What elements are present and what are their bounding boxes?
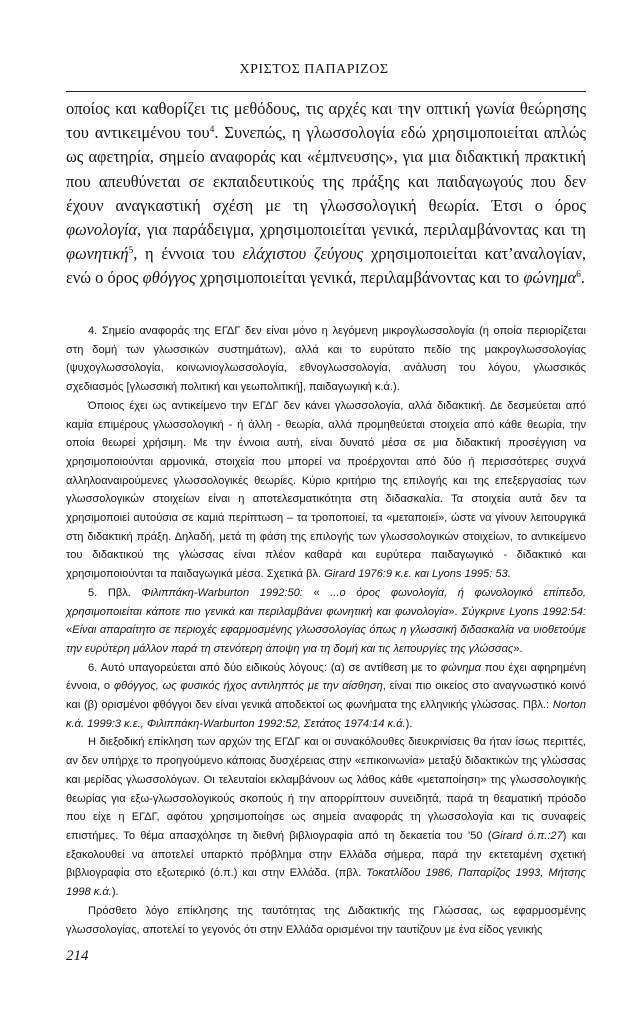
header-rule <box>66 91 586 92</box>
footnotes <box>66 322 586 939</box>
term-phonetics: φωνητική <box>66 244 129 264</box>
main-text: χρησιμοποιείται κατ’αναλογίαν, ενώ ο όρος <box>66 244 587 288</box>
footnote-ref-5: 5 <box>128 246 134 257</box>
footnote-5: 5. Πβλ. Φιλιππάκη-Warburton 1992:50: « ...ο όρος φωνολογία, ή φωνολογικό επίπεδο, χρησιμοποιείται κάποτε πιο γενικά και περιλαμβάνει φωνητική και φωνολογία». Σύγκρινε Lyons 1992:54: «Είναι απαραίτητο σε περιοχές εφαρμοσμένης γλωσσολογίας όπως η γλωσσική διδασκαλία να υιοθετούμε την ευρύτερη μάλλον παρά τη στενότερη άποψη για τη δομή και τις λειτουργίες της γλώσσας». <box>66 586 586 655</box>
citation: Σύγκρινε Lyons 1992:54: <box>461 605 586 618</box>
term-phoneme: φώνημα <box>523 268 577 288</box>
main-text: . Συνεπώς, η γλωσσολογία εδώ χρησιμοποιείται απλώς ως αφετηρία, σημείο αναφοράς και «έμπνευσης», για μια διδακτική πρακτική που απευθύνεται σε εκπαιδευτικούς της πράξης και παιδαγωγούς που δεν έχουν αναγκαστική σχέση με τη γλωσσολογική θεωρία. Έτσι ο όρος <box>66 123 587 215</box>
main-text: χρησιμοποιείται γενικά, περιλαμβάνοντας και το <box>195 268 524 288</box>
footnote-6: 6. Αυτό υπαγορεύεται από δύο ειδικούς λόγους: (α) σε αντίθεση με το φώνημα που έχει αφηρημένη έννοια, ο φθόγγος, ως φυσικός ήχος αντιληπτός με την αίσθηση, είναι πιο οικείος στο αναγνωστικό κοινό και (β) ορισμένοι φθόγγοι δεν είναι γενικά αποδεκτοί ως φωνήματα της ελληνικής γλώσσας. Πβλ.: Norton κ.ά. 1999:3 κ.ε., Φιλιππάκη-Warburton 1992:52, Σετάτος 1974:14 κ.ά.). <box>66 661 587 730</box>
footnote-paragraph <box>66 902 586 939</box>
main-paragraph <box>66 97 586 291</box>
footnote-4 <box>66 322 586 397</box>
term-phonology: φωνολογία <box>66 220 138 240</box>
main-text: . <box>580 268 585 288</box>
quotation: ...ο όρος φωνολογία, ή φωνολογικό επίπεδο, χρησιμοποιείται κάποτε πιο γενικά και περιλαμβάνει φωνητική και φωνολογία <box>66 586 586 618</box>
footnote-text: Όποιος έχει ως αντικείμενο την ΕΓΔΓ δεν κάνει γλωσσολογία, αλλά διδακτική. Δε δεσμεύεται από καμία επιμέρους γλωσσολογική - ή άλλη - θεωρία, αλλά προμηθεύεται στοιχεία από κάθε θεωρία, την οποία θεωρεί χρήσιμη. Με την έννοια αυτή, είναι δυνατό μέσα σε μια διδακτική προσέγγιση να χρησιμοποιούνται αρμονικά, στοιχεία που μπορεί να προέρχονται από δύο ή περισσότερες συχνά αλληλοαναιρούμενες γλωσσολογικές θεωρίες. Κύριο κριτήριο της επιλογής και της επεξεργασίας των γλωσσολογικών στοιχείων είναι η αποτελεσματικότητα στη διδασκαλία. Τα στοιχεία αυτά δεν τα χρησιμοποιεί αυτούσια σε καμιά περίπτωση – τα τροποποιεί, τα «μεταποιεί», ώστε να γίνουν λειτουργικά στη διδακτική πράξη. Δηλαδή, μετά τη φάση της επιλογής των γλωσσολογικών στοιχείων, το αντικείμενο του διδακτικού της γλώσσας είναι πλέον καθαρά και ευρύτερα παιδαγωγικό - διδακτικό και χρησιμοποιούνται τα παιδαγωγικά μέσα. Σχετικά βλ. <box>66 399 586 581</box>
footnote-text: 5. Πβλ. <box>88 586 142 599</box>
citation: Τοκατλίδου 1986, Παπαρίζος 1993, Μήτσης 1998 κ.ά. <box>66 867 586 899</box>
citation: Φιλιππάκη-Warburton 1992:50: <box>141 586 303 599</box>
footnote-text: 6. Αυτό υπαγορεύεται από δύο ειδικούς λόγους: (α) σε αντίθεση με το <box>88 661 441 674</box>
footnote-text: Η διεξοδική επίκληση των αρχών της ΕΓΔΓ και οι συνακόλουθες διευκρινίσεις θα ήταν ίσως περιττές, αν δεν υπήρχε το προηγούμενο κάποιας δυσχέρειας στην «επικοινωνία» μεταξύ διδακτικών της γλώσσας και μερίδας γλωσσολόγων. Οι τελευταίοι εκλαμβάνουν ως λάθος κάθε «μεταποίηση» της γλωσσολογικής θεωρίας για εξω-γλωσσολογικούς σκοπούς ή την απορρίπτουν συνειδητά, παρά τη θεαματική πρόοδο που είχε η ΕΓΔΓ, αφότου χρησιμοποίησε ως σημεία αναφοράς τη γλωσσολογία και τις συναφείς επιστήμες. Το θέμα απασχόλησε τη διεθνή βιβλιογραφία από τη δεκαετία του ’50 ( <box>66 736 586 842</box>
main-text: , η έννοια του <box>133 244 243 264</box>
footnote-4-continued <box>66 397 586 584</box>
footnote-text: Πρόσθετο λόγο επίκλησης της ταυτότητας της Διδακτικής της Γλώσσας, ως εφαρμοσμένης γλωσσολογίας, αποτελεί το γεγονός ότι στην Ελλάδα ορισμένοι την ταυτίζουν με ένα είδος γενικής <box>66 904 586 936</box>
citation: Girard 1976:9 κ.ε. και Lyons 1995: 53. <box>324 568 511 581</box>
main-text: οποίος και καθορίζει τις μεθόδους, τις αρχές και την οπτική γωνία θεώρησης του αντικειμένου του <box>66 99 586 143</box>
footnote-paragraph: Η διεξοδική επίκληση των αρχών της ΕΓΔΓ και οι συνακόλουθες διευκρινίσεις θα ήταν ίσως περιττές, αν δεν υπήρχε το προηγούμενο κάποιας δυσχέρειας στην «επικοινωνία» μεταξύ διδακτικών της γλώσσας και μερίδας γλωσσολόγων. Οι τελευταίοι εκλαμβάνουν ως λάθος κάθε «μεταποίηση» της γλωσσολογικής θεωρίας για εξω-γλωσσολογικούς σκοπούς ή την απορρίπτουν συνειδητά, παρά τη θεαματική πρόοδο που είχε η ΕΓΔΓ, αφότου χρησιμοποίησε ως σημεία αναφοράς τη γλωσσολογία και τις συναφείς επιστήμες. Το θέμα απασχόλησε τη διεθνή βιβλιογραφία από τη δεκαετία του ’50 (Girard ό.π.:27) και εξακολουθεί να αποτελεί υπαρκτό πρόβλημα στην Ελλάδα σήμερα, παρά την εκτεταμένη σχετική βιβλιογραφία στο εξωτερικό (ό.π.) και στην Ελλάδα. (πβλ. Τοκατλίδου 1986, Παπαρίζος 1993, Μήτσης 1998 κ.ά.). <box>66 736 586 899</box>
term-phthongos: φθόγγος, ως φυσικός ήχος αντιληπτός με την αίσθηση <box>113 680 383 693</box>
term-phthongos: φθόγγος <box>142 268 196 288</box>
footnote-ref-4: 4 <box>209 125 215 136</box>
running-head: ΧΡΙΣΤΟΣ ΠΑΠΑΡΙΖΟΣ <box>239 62 389 77</box>
term-phoneme: φώνημα <box>440 661 481 674</box>
citation: Norton κ.ά. 1999:3 κ.ε., Φιλιππάκη-Warburton 1992:52, Σετάτος 1974:14 κ.ά. <box>66 699 586 730</box>
footnote-ref-6: 6 <box>576 270 581 281</box>
term-minimal-pair: ελάχιστου ζεύγους <box>242 244 364 264</box>
citation: Girard ό.π.:27 <box>491 829 563 842</box>
main-text: , για παράδειγμα, χρησιμοποιείται γενικά, περιλαμβάνοντας και τη <box>137 220 586 240</box>
footnote-text: 4. Σημείο αναφοράς της ΕΓΔΓ δεν είναι μόνο η λεγόμενη μικρογλωσσολογία (η οποία περιορίζεται στη δομή των γλωσσικών συστημάτων), αλλά και το ευρύτατο πεδίο της μακρογλωσσολογίας (ψυχογλωσσολογία, κοινωνιογλωσσολογία, εθνογλωσσολογία, ανάλυση του λόγου, γλωσσικός σχεδιασμός [γλωσσική πολιτική και γεωπολιτική], παιδαγωγική κ.ά.). <box>66 325 586 394</box>
page-number: 214 <box>66 948 89 964</box>
quotation: Είναι απαραίτητο σε περιοχές εφαρμοσμένης γλωσσολογίας όπως η γλωσσική διδασκαλία να υιοθετούμε την ευρύτερη μάλλον παρά τη στενότερη άποψη για τη δομή και τις λειτουργίες της γλώσσας <box>66 624 586 655</box>
